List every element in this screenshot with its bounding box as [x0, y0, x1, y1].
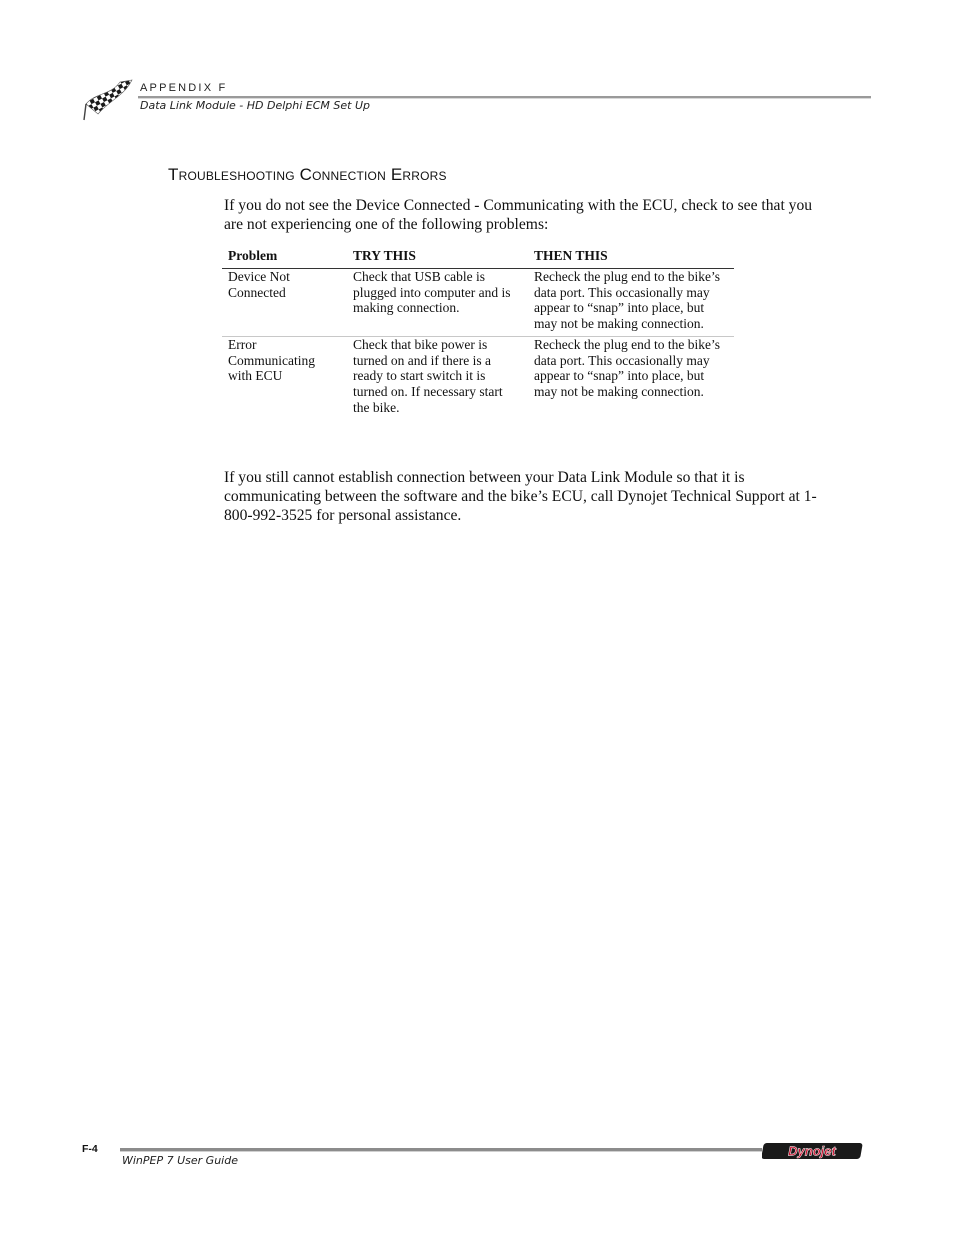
header-try-this: TRY THIS [347, 247, 528, 269]
appendix-label: APPENDIX F [140, 82, 228, 94]
svg-text:Dynojet: Dynojet [788, 1143, 836, 1159]
chapter-subtitle: Data Link Module - HD Delphi ECM Set Up [140, 99, 370, 112]
table-header-row [222, 247, 734, 269]
footer-rule [120, 1148, 762, 1151]
page-number: F-4 [82, 1143, 98, 1155]
troubleshooting-table [222, 247, 734, 419]
cell-try-this: Check that USB cable is plugged into computer and is making connection. [347, 269, 528, 337]
section-title: Troubleshooting Connection Errors [168, 165, 447, 184]
dynojet-logo [762, 1142, 865, 1160]
header-problem: Problem [222, 247, 347, 269]
table-row [222, 336, 734, 419]
header-rule [138, 96, 871, 98]
header-then-this: THEN THIS [528, 247, 734, 269]
table-row [222, 269, 734, 337]
cell-problem: Error Communicating with ECU [228, 336, 315, 384]
intro-paragraph: If you do not see the Device Connected - Communicating with the ECU, check to see that you are not experiencing one of the following problems: [224, 197, 813, 233]
closing-paragraph: If you still cannot establish connection between your Data Link Module so that it is communicating between the software and the bike’s ECU, call Dynojet Technical Support at 1-800-992-3525 for personal assistance. [224, 469, 817, 524]
checkered-flag-icon [80, 74, 136, 122]
cell-problem: Device Not Connected [222, 269, 347, 337]
guide-title: WinPEP 7 User Guide [122, 1154, 238, 1167]
cell-then-this: Recheck the plug end to the bike’s data port. This occasionally may appear to “snap” into place, but may not be making connection. [528, 269, 734, 337]
cell-then-this: Recheck the plug end to the bike’s data port. This occasionally may appear to “snap” into place, but may not be making connection. [534, 336, 720, 399]
cell-try-this: Check that bike power is turned on and if there is a ready to start switch it is turned on. If necessary start the bike. [353, 336, 503, 415]
